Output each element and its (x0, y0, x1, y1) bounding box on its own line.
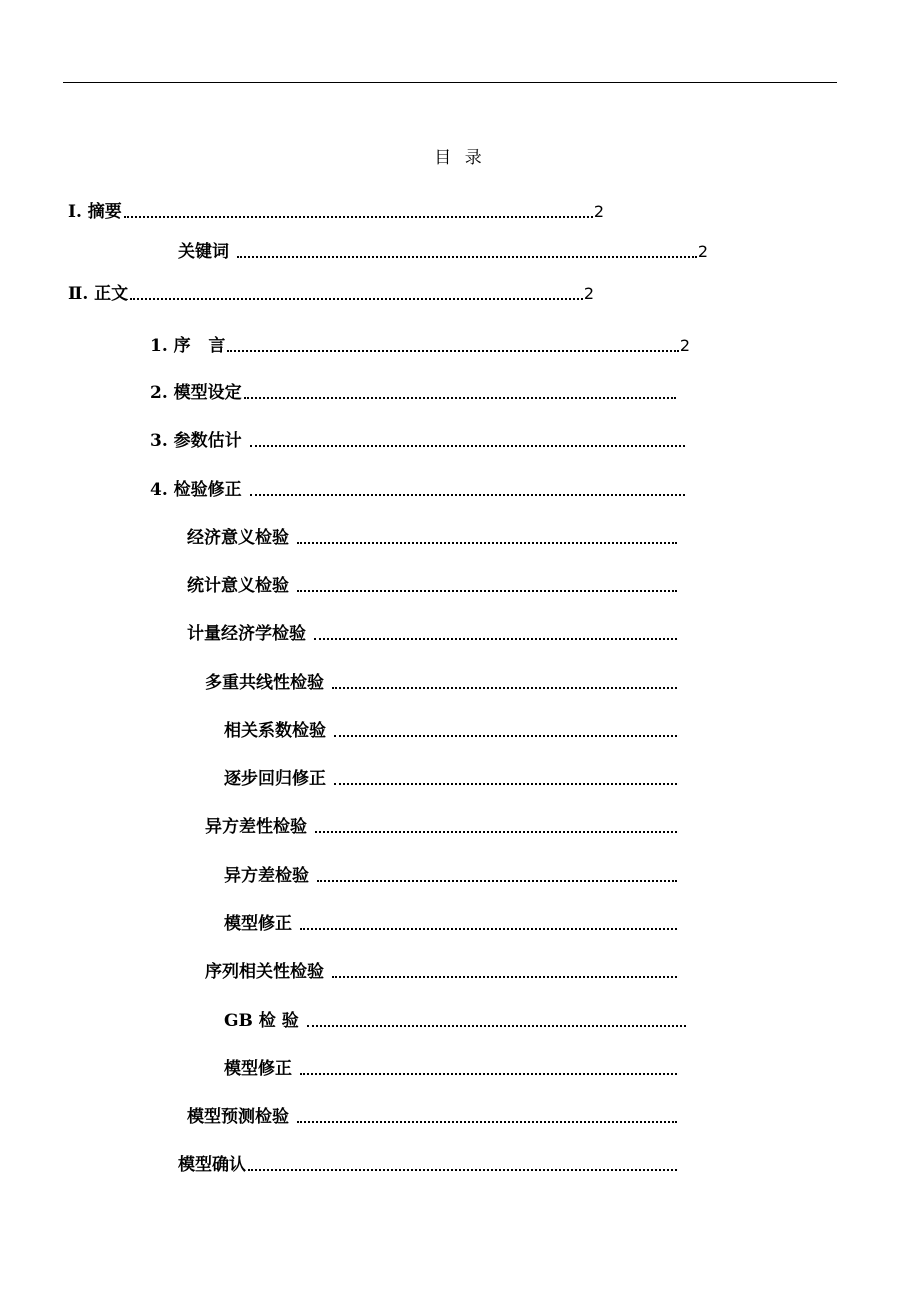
toc-entry[interactable] (150, 382, 677, 404)
toc-entry-label: 多重共线性检验 (205, 673, 330, 693)
dot-leader (314, 638, 677, 640)
dot-leader (297, 590, 677, 592)
dot-leader (315, 831, 677, 833)
toc-entry-label: Ⅰ. 摘要 (68, 202, 122, 222)
toc-entry[interactable] (224, 865, 678, 887)
toc-entry[interactable] (187, 575, 678, 597)
toc-entry-label: 逐步回归修正 (224, 769, 332, 789)
toc-entry[interactable] (224, 1010, 687, 1032)
header-rule (63, 82, 837, 83)
toc-entry-page: 2 (697, 242, 708, 261)
dot-leader (334, 783, 677, 785)
dot-leader (334, 735, 677, 737)
dot-leader (248, 1169, 677, 1171)
toc-entry-label: Ⅱ. 正文 (68, 284, 129, 304)
dot-leader (300, 1073, 677, 1075)
toc-entry-label: 经济意义检验 (187, 528, 295, 548)
toc-entry-label: 计量经济学检验 (187, 624, 312, 644)
dot-leader (130, 298, 583, 300)
dot-leader (237, 256, 697, 258)
toc-entry[interactable] (205, 816, 678, 838)
toc-entry-page: 2 (679, 336, 690, 355)
toc-entry[interactable] (178, 241, 708, 263)
toc-entry-label: 模型预测检验 (187, 1107, 295, 1127)
toc-entry-label: 相关系数检验 (224, 721, 332, 741)
toc-entry[interactable] (187, 527, 678, 549)
dot-leader (250, 445, 685, 447)
toc-entry-label: GB 检 验 (224, 1011, 305, 1031)
toc-entry-label: 3. 参数估计 (150, 431, 248, 451)
dot-leader (332, 687, 677, 689)
dot-leader (227, 350, 678, 352)
toc-entry-label: 模型修正 (224, 914, 298, 934)
toc-entry[interactable] (187, 1106, 678, 1128)
toc-entry[interactable] (178, 1154, 678, 1176)
dot-leader (124, 216, 593, 218)
toc-entry-page: 2 (593, 202, 604, 221)
toc-entry-label: 4. 检验修正 (150, 480, 248, 500)
toc-entry-label: 序列相关性检验 (205, 962, 330, 982)
toc-entry-page: 2 (583, 284, 594, 303)
toc-entry-label: 模型修正 (224, 1059, 298, 1079)
toc-entry[interactable] (205, 672, 678, 694)
toc-title: 目 录 (434, 148, 486, 168)
toc-entry-label: 统计意义检验 (187, 576, 295, 596)
toc-entry[interactable] (187, 623, 678, 645)
toc-entry-label: 1. 序 言 (150, 336, 226, 356)
toc-entry[interactable] (150, 430, 686, 452)
dot-leader (317, 880, 677, 882)
toc-entry-label: 2. 模型设定 (150, 383, 242, 403)
toc-entry[interactable] (205, 961, 678, 983)
toc-entry-label: 模型确认 (178, 1155, 246, 1175)
toc-entry[interactable] (224, 768, 678, 790)
toc-entry[interactable] (224, 1058, 678, 1080)
toc-entry[interactable] (224, 720, 678, 742)
toc-entry[interactable] (150, 479, 686, 501)
toc-entry-label: 异方差性检验 (205, 817, 313, 837)
toc-entry[interactable] (68, 283, 594, 305)
toc-entry-label: 异方差检验 (224, 866, 315, 886)
dot-leader (297, 542, 677, 544)
toc-entry[interactable] (224, 913, 678, 935)
toc-entry[interactable] (68, 201, 604, 223)
toc-entry-label: 关键词 (178, 242, 235, 262)
dot-leader (250, 494, 685, 496)
dot-leader (244, 397, 676, 399)
dot-leader (297, 1121, 677, 1123)
dot-leader (307, 1025, 686, 1027)
toc-entry[interactable] (150, 335, 690, 357)
dot-leader (332, 976, 677, 978)
dot-leader (300, 928, 677, 930)
